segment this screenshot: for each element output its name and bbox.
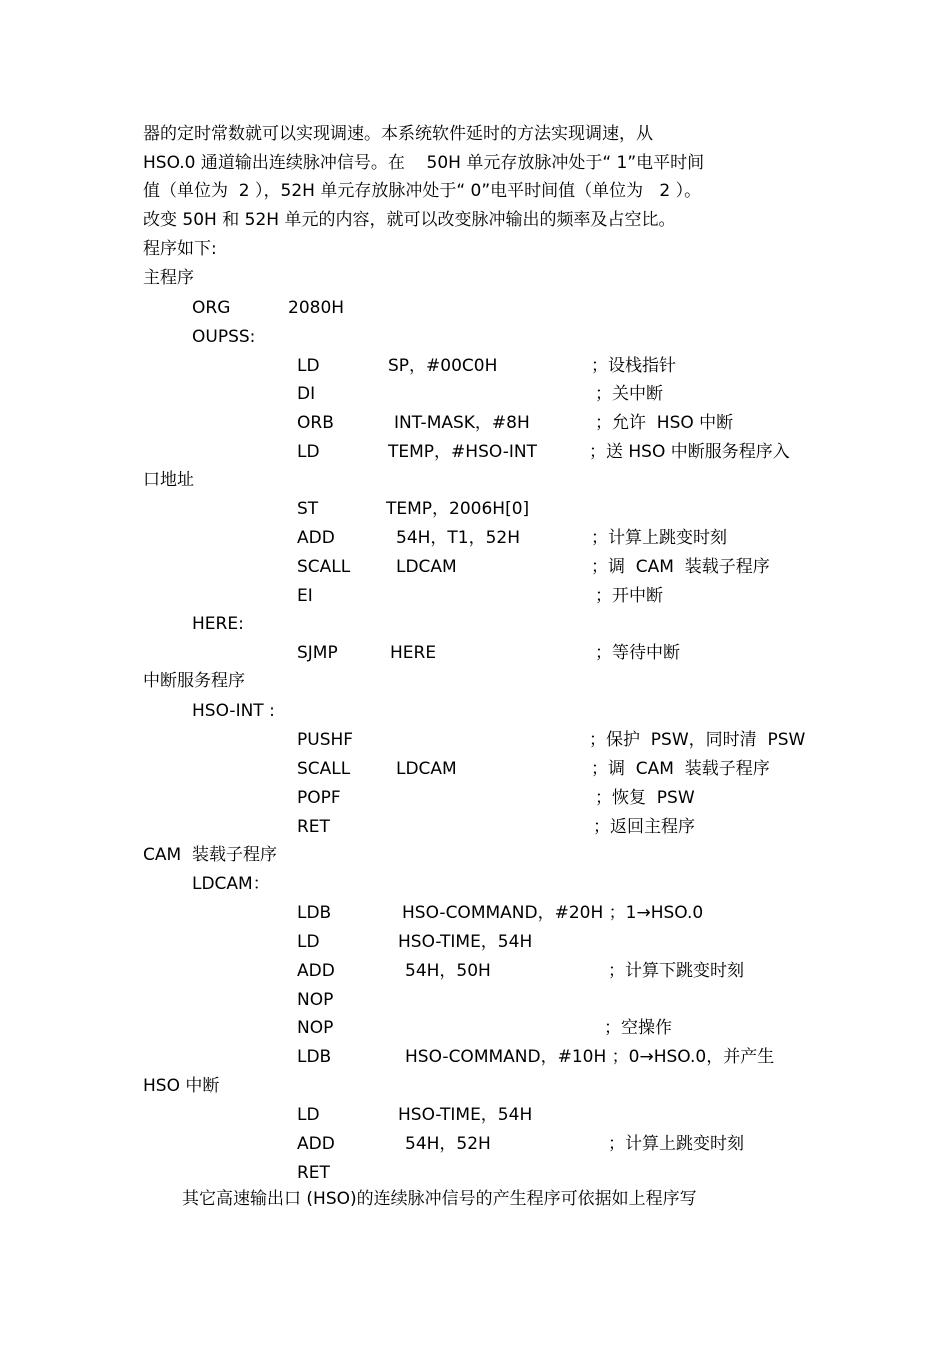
code-arg: SP，#00C0H [388,356,498,376]
code-comment: ；送 HSO 中断服务程序入 [589,442,790,462]
code-op: LD [297,442,320,462]
code-comment: ；计算上跳变时刻 [591,528,727,548]
code-op: POPF [297,788,341,808]
code-op: ADD [297,1134,335,1154]
code-comment: ；返回主程序 [593,817,695,837]
code-arg: HSO-COMMAND，#10H ；0→HSO.0，并产生 [405,1047,775,1067]
code-arg: HERE [390,643,437,663]
code-arg: LDCAM [396,557,457,577]
code-op: LD [297,356,320,376]
wrapped-comment: HSO 中断 [143,1076,220,1096]
code-arg: HSO-TIME，54H [398,1105,533,1125]
code-comment: ；允许 HSO 中断 [595,413,734,433]
code-op: NOP [297,990,334,1010]
code-op: LD [297,932,320,952]
code-op: EI [297,586,313,606]
code-op: RET [297,817,330,837]
code-op: ST [297,499,319,519]
code-arg: 54H，T1，52H [396,528,521,548]
code-comment: ；调 CAM 装载子程序 [591,759,770,779]
org-value: 2080H [288,298,345,318]
code-comment: ；调 CAM 装载子程序 [591,557,770,577]
code-arg: TEMP，#HSO-INT [388,442,537,462]
code-arg: 54H，52H [405,1134,491,1154]
code-comment: ；关中断 [595,384,663,404]
code-comment: ；保护 PSW，同时清 PSW [589,730,806,750]
code-comment: ；空操作 [604,1018,672,1038]
code-op: LD [297,1105,320,1125]
code-comment: ；等待中断 [595,643,680,663]
code-arg: HSO-TIME，54H [398,932,533,952]
intro-line-2: HSO.0 通道输出连续脉冲信号。在 50H 单元存放脉冲处于“ 1”电平时间 [143,153,705,173]
code-op: SCALL [297,557,351,577]
code-arg: HSO-COMMAND，#20H ；1→HSO.0 [402,903,704,923]
code-op: LDB [297,1047,332,1067]
code-comment: ；计算上跳变时刻 [608,1134,744,1154]
code-op: ADD [297,528,335,548]
org-keyword: ORG [192,298,231,318]
code-op: PUSHF [297,730,354,750]
here-label: HERE: [192,614,244,634]
cam-label: LDCAM： [192,874,270,894]
isr-title: 中断服务程序 [143,671,245,691]
isr-label: HSO-INT : [192,701,275,721]
intro-line-3: 值（单位为 2 ），52H 单元存放脉冲处于“ 0”电平时间值（单位为 2 ）。 [143,181,702,201]
code-arg: TEMP，2006H[0] [386,499,530,519]
code-comment: ；计算下跳变时刻 [608,961,744,981]
cam-title: CAM 装载子程序 [143,845,277,865]
intro-line-1: 器的定时常数就可以实现调速。本系统软件延时的方法实现调速，从 [143,124,653,144]
code-op: RET [297,1163,330,1183]
code-op: ORB [297,413,334,433]
main-title: 主程序 [143,268,194,288]
code-arg: 54H，50H [405,961,491,981]
wrapped-comment: 口地址 [143,470,194,490]
code-op: ADD [297,961,335,981]
code-arg: LDCAM [396,759,457,779]
main-label: OUPSS: [192,327,256,347]
code-op: DI [297,384,316,404]
code-comment: ；设栈指针 [591,356,676,376]
closing-paragraph: 其它高速输出口 (HSO)的连续脉冲信号的产生程序可依据如上程序写 [182,1189,697,1209]
intro-line-5: 程序如下: [143,239,217,259]
code-arg: INT-MASK，#8H [394,413,530,433]
code-op: SCALL [297,759,351,779]
intro-line-4: 改变 50H 和 52H 单元的内容，就可以改变脉冲输出的频率及占空比。 [143,210,676,230]
code-op: SJMP [297,643,338,663]
code-op: LDB [297,903,332,923]
code-op: NOP [297,1018,334,1038]
code-comment: ；恢复 PSW [595,788,695,808]
code-comment: ；开中断 [595,586,663,606]
